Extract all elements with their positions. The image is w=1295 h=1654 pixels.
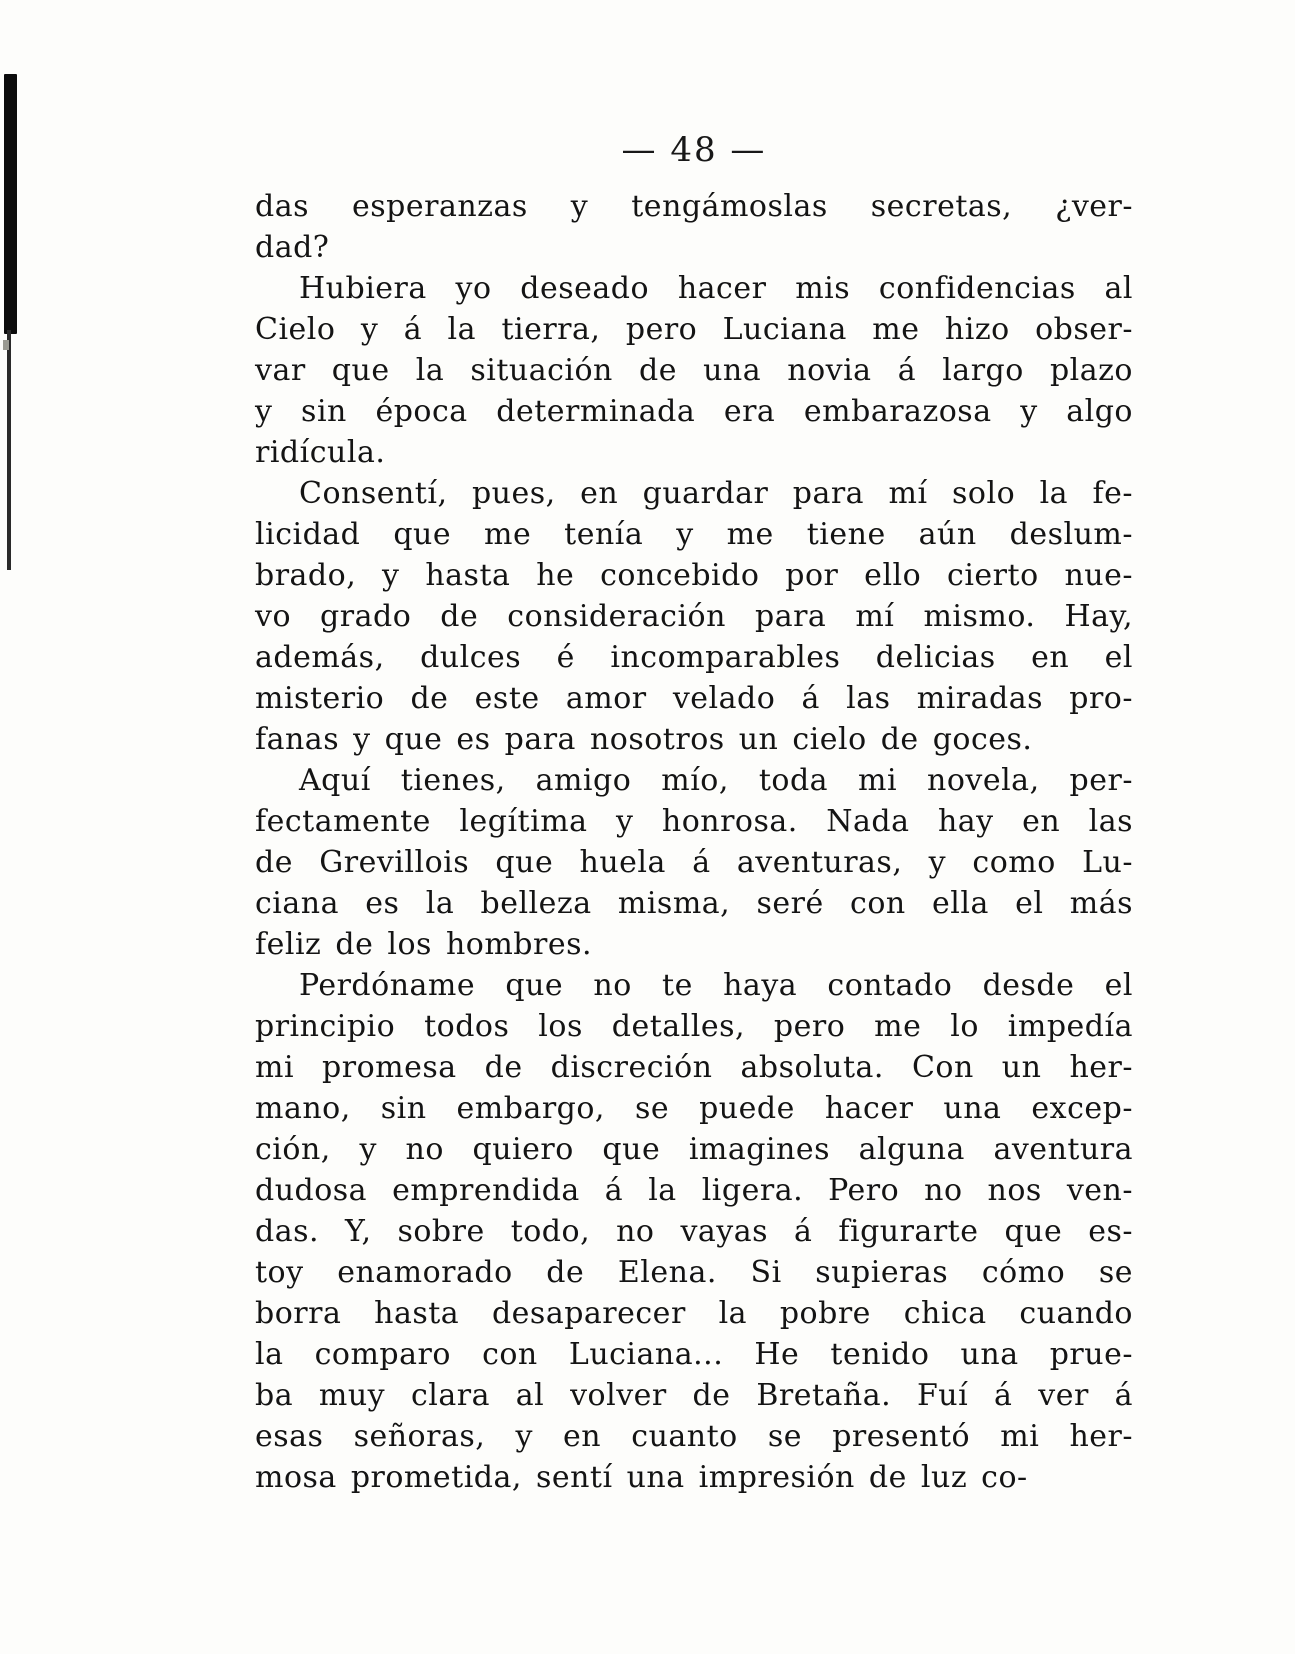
scan-artifact-speck [3, 340, 9, 350]
text-line: de Grevillois que huela á aventuras, y como Lu- [255, 845, 1133, 880]
paragraph [255, 965, 1133, 1498]
text-line: fectamente legítima y honrosa. Nada hay en las [255, 804, 1133, 839]
text-line: ción, y no quiero que imagines alguna aventura [255, 1132, 1133, 1167]
page-number: — 48 — [621, 130, 767, 170]
scan-artifact-line [7, 330, 11, 570]
text-line: var que la situación de una novia á largo plazo [255, 353, 1133, 388]
text-line: Cielo y á la tierra, pero Luciana me hizo obser- [255, 312, 1133, 347]
text-line: además, dulces é incomparables delicias en el [255, 640, 1133, 675]
text-line: feliz de los hombres. [255, 927, 593, 962]
paragraph [255, 473, 1133, 760]
text-line: Consentí, pues, en guardar para mí solo la fe- [299, 476, 1133, 511]
scan-artifact-bar [4, 74, 17, 334]
text-line: mosa prometida, sentí una impresión de luz co- [255, 1460, 1028, 1495]
text-line: ciana es la belleza misma, seré con ella el más [255, 886, 1133, 921]
text-line: ridícula. [255, 435, 386, 470]
text-line: misterio de este amor velado á las miradas pro- [255, 681, 1133, 716]
paragraph [255, 760, 1133, 965]
text-line: principio todos los detalles, pero me lo impedía [255, 1009, 1133, 1044]
text-line: brado, y hasta he concebido por ello cierto nue- [255, 558, 1133, 593]
text-line: das. Y, sobre todo, no vayas á figurarte que es- [255, 1214, 1133, 1249]
page-text [255, 186, 1133, 1498]
text-line: y sin época determinada era embarazosa y algo [255, 394, 1133, 429]
text-line: toy enamorado de Elena. Si supieras cómo se [255, 1255, 1133, 1290]
text-column [255, 130, 1133, 1498]
paragraph [255, 268, 1133, 473]
text-line: dudosa emprendida á la ligera. Pero no nos ven- [255, 1173, 1133, 1208]
text-line: licidad que me tenía y me tiene aún deslum- [255, 517, 1133, 552]
text-line: esas señoras, y en cuanto se presentó mi her- [255, 1419, 1133, 1454]
text-line: la comparo con Luciana... He tenido una prue- [255, 1337, 1133, 1372]
text-line: Perdóname que no te haya contado desde el [299, 968, 1133, 1003]
text-line: mi promesa de discreción absoluta. Con un her- [255, 1050, 1133, 1085]
paragraph [255, 186, 1133, 268]
text-line: dad? [255, 230, 330, 265]
text-line: Hubiera yo deseado hacer mis confidencias al [299, 271, 1133, 306]
text-line: vo grado de consideración para mí mismo. Hay, [255, 599, 1133, 634]
text-line: mano, sin embargo, se puede hacer una excep- [255, 1091, 1133, 1126]
text-line: das esperanzas y tengámoslas secretas, ¿ver- [255, 189, 1133, 224]
text-line: ba muy clara al volver de Bretaña. Fuí á ver á [255, 1378, 1133, 1413]
text-line: fanas y que es para nosotros un cielo de goces. [255, 722, 1033, 757]
text-line: borra hasta desaparecer la pobre chica cuando [255, 1296, 1133, 1331]
text-line: Aquí tienes, amigo mío, toda mi novela, per- [299, 763, 1133, 798]
